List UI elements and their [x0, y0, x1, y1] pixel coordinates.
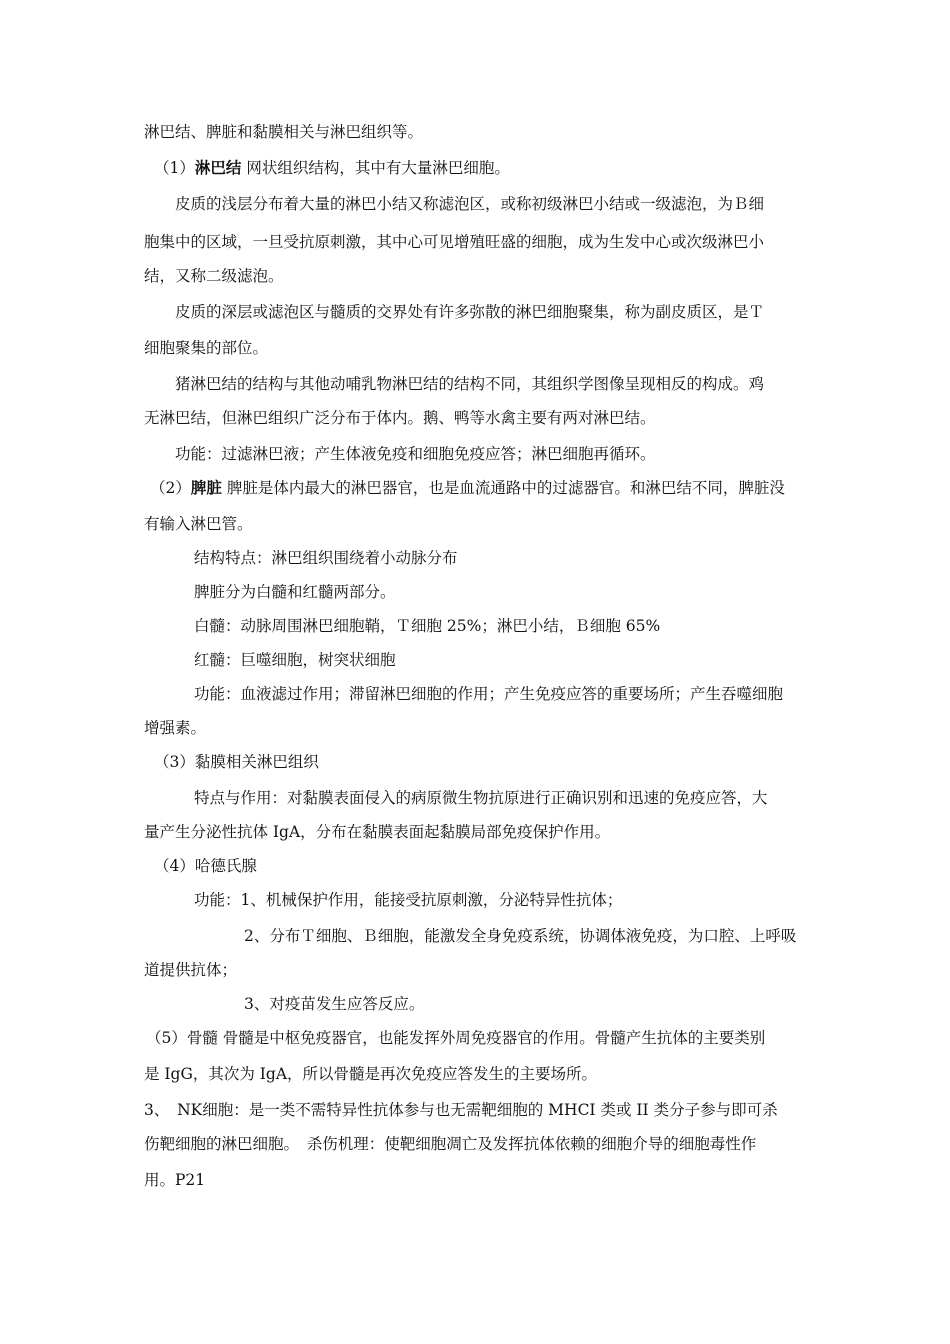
text-line: 3、 NK细胞：是一类不需特异性抗体参与也无需靶细胞的 MHCI 类或 II 类分子参与即可杀: [144, 1101, 778, 1119]
text-line: 淋巴结、脾脏和黏膜相关与淋巴组织等。: [144, 123, 424, 141]
text-line: 2、分布Ｔ细胞、Ｂ细胞，能激发全身免疫系统，协调体液免疫，为口腔、上呼吸: [244, 927, 797, 945]
text-line: 用。P21: [144, 1171, 206, 1189]
text-line: 脾脏分为白髓和红髓两部分。: [194, 583, 396, 601]
text-line: 猪淋巴结的结构与其他动哺乳物淋巴结的结构不同，其组织学图像呈现相反的构成。鸡: [175, 375, 765, 393]
text-line: 皮质的深层或滤泡区与髓质的交界处有许多弥散的淋巴细胞聚集，称为副皮质区，是Ｔ: [175, 303, 765, 321]
text-line: 是 IgG，其次为 IgA，所以骨髓是再次免疫应答发生的主要场所。: [144, 1065, 598, 1083]
text-line: 白髓：动脉周围淋巴细胞鞘，Ｔ细胞 25%；淋巴小结，Ｂ细胞 65%: [194, 617, 661, 635]
text-line: （5）骨髓 骨髓是中枢免疫器官，也能发挥外周免疫器官的作用。骨髓产生抗体的主要类别: [146, 1029, 766, 1047]
text-line: 道提供抗体；: [144, 961, 238, 979]
text-line: （4）哈德氏腺: [154, 857, 257, 875]
section-heading: [150, 477, 785, 499]
text-line: 无淋巴结，但淋巴组织广泛分布于体内。鹅、鸭等水禽主要有两对淋巴结。: [144, 409, 656, 427]
section-title: 脾脏: [190, 479, 222, 497]
section-heading: [154, 157, 510, 179]
text-line: 结，又称二级滤泡。: [144, 267, 284, 285]
text-line: 增强素。: [144, 719, 207, 737]
text-line: 功能：1、机械保护作用，能接受抗原刺激，分泌特异性抗体；: [194, 891, 623, 909]
text-line: 功能：血液滤过作用；滞留淋巴细胞的作用；产生免疫应答的重要场所；产生吞噬细胞: [194, 685, 784, 703]
text-line: 3、对疫苗发生应答反应。: [244, 995, 425, 1013]
section-intro: 网状组织结构，其中有大量淋巴细胞。: [241, 159, 510, 177]
text-line: 结构特点：淋巴组织围绕着小动脉分布: [194, 549, 458, 567]
text-line: 功能：过滤淋巴液；产生体液免疫和细胞免疫应答；淋巴细胞再循环。: [175, 445, 656, 463]
text-line: 皮质的浅层分布着大量的淋巴小结又称滤泡区，或称初级淋巴小结或一级滤泡，为Ｂ细: [175, 195, 765, 213]
section-title: 淋巴结: [194, 159, 242, 177]
text-line: （3）黏膜相关淋巴组织: [154, 753, 319, 771]
section-number: （2）: [150, 479, 191, 497]
text-line: 细胞聚集的部位。: [144, 339, 269, 357]
text-line: 有输入淋巴管。: [144, 515, 253, 533]
section-number: （1）: [154, 159, 195, 177]
text-line: 胞集中的区域，一旦受抗原刺激，其中心可见增殖旺盛的细胞，成为生发中心或次级淋巴小: [144, 233, 765, 251]
text-line: 特点与作用：对黏膜表面侵入的病原微生物抗原进行正确识别和迅速的免疫应答，大: [194, 789, 768, 807]
text-line: 量产生分泌性抗体 IgA，分布在黏膜表面起黏膜局部免疫保护作用。: [144, 823, 611, 841]
text-line: 红髓：巨噬细胞，树突状细胞: [194, 651, 396, 669]
text-line: 伤靶细胞的淋巴细胞。 杀伤机理：使靶细胞凋亡及发挥抗体依赖的细胞介导的细胞毒性作: [144, 1135, 757, 1153]
section-intro: 脾脏是体内最大的淋巴器官，也是血流通路中的过滤器官。和淋巴结不同，脾脏没: [221, 479, 785, 497]
